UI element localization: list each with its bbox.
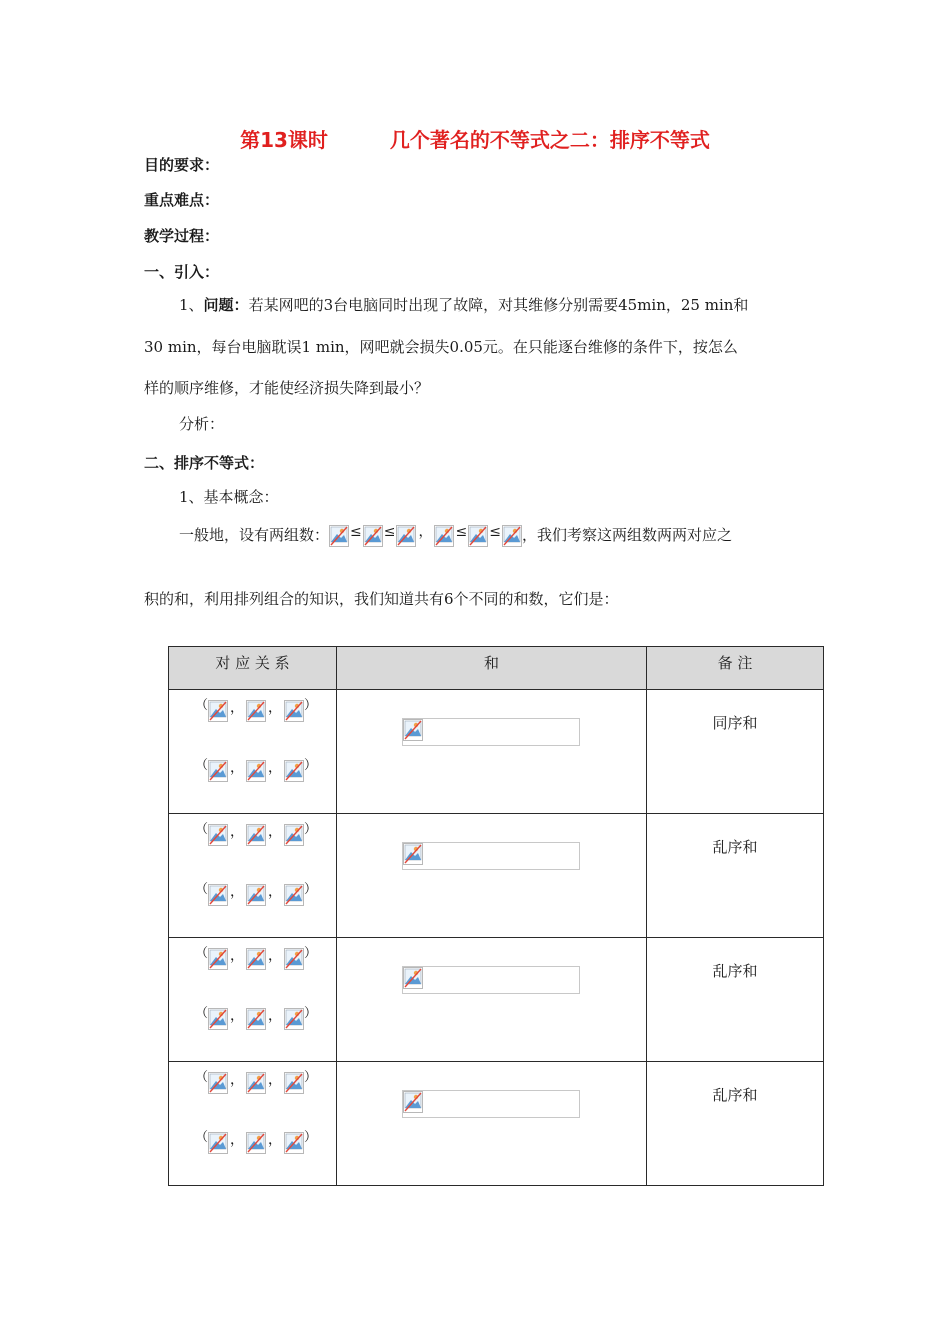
sequence-separator: ， xyxy=(418,524,433,540)
tuple-comma: ， xyxy=(268,760,283,776)
sum-image-box xyxy=(402,718,580,746)
less-equal-sign: ≤ xyxy=(350,524,362,540)
sum-cell xyxy=(337,1062,647,1186)
pair-tuple xyxy=(195,700,317,722)
broken-image-icon xyxy=(246,884,266,906)
broken-image-icon xyxy=(208,1132,228,1154)
problem-line-3: 样的顺序维修，才能使经济损失降到最小？ xyxy=(144,379,430,397)
broken-image-icon xyxy=(284,824,304,846)
pair-tuple xyxy=(195,1008,317,1030)
broken-image-icon xyxy=(208,1072,228,1094)
broken-image-icon xyxy=(284,1008,304,1030)
tuple-comma: ， xyxy=(230,700,245,716)
paren-open: （ xyxy=(195,822,209,837)
less-equal-sign: ≤ xyxy=(383,524,396,540)
paren-close: ） xyxy=(304,1070,318,1085)
note-text: 同序和 xyxy=(712,714,758,732)
paren-open: （ xyxy=(195,1006,209,1021)
paren-close: ） xyxy=(304,1006,318,1021)
page-title xyxy=(0,124,950,153)
intro-heading: 一、引入： xyxy=(144,263,220,281)
paren-close: ） xyxy=(304,822,318,837)
broken-image-icon xyxy=(246,760,266,782)
broken-image-icon xyxy=(284,948,304,970)
broken-image-icon xyxy=(208,700,228,722)
paren-open: （ xyxy=(195,758,209,773)
broken-image-icon xyxy=(246,1132,266,1154)
paren-close: ） xyxy=(304,946,318,961)
header-correspondence: 对 应 关 系 xyxy=(169,647,337,690)
broken-image-icon xyxy=(284,700,304,722)
header-sum: 和 xyxy=(337,647,647,690)
broken-image-icon xyxy=(208,948,228,970)
pair-tuple xyxy=(195,948,317,970)
header-notes: 备 注 xyxy=(647,647,824,690)
broken-image-icon xyxy=(284,760,304,782)
pair-tuple xyxy=(195,824,317,846)
paren-open: （ xyxy=(195,698,209,713)
concept-line-1-end: ，我们考察这两组数两两对应之 xyxy=(521,526,732,544)
sum-cell xyxy=(337,814,647,938)
sum-image-box xyxy=(402,966,580,994)
sum-image-box xyxy=(402,1090,580,1118)
lesson-number: 第13课时 xyxy=(240,128,328,152)
sum-image-box xyxy=(402,842,580,870)
broken-image-icon xyxy=(246,948,266,970)
sum-cell xyxy=(337,938,647,1062)
broken-image-icon xyxy=(246,700,266,722)
table-row xyxy=(169,690,824,814)
correspondence-table xyxy=(168,646,824,1186)
tuple-comma: ， xyxy=(268,1072,283,1088)
tuple-comma: ， xyxy=(230,1072,245,1088)
concept-line-1 xyxy=(179,524,732,547)
correspondence-cell xyxy=(169,690,337,814)
tuple-comma: ， xyxy=(230,884,245,900)
broken-image-icon xyxy=(363,525,383,547)
broken-image-icon xyxy=(246,1072,266,1094)
note-cell xyxy=(647,1062,824,1186)
broken-image-icon xyxy=(502,525,522,547)
broken-image-icon xyxy=(329,525,349,547)
tuple-comma: ， xyxy=(230,1008,245,1024)
tuple-comma: ， xyxy=(230,948,245,964)
paren-open: （ xyxy=(195,1070,209,1085)
tuple-comma: ， xyxy=(230,760,245,776)
paren-close: ） xyxy=(304,698,318,713)
note-text: 乱序和 xyxy=(712,962,758,980)
broken-image-icon xyxy=(208,884,228,906)
objectives-heading: 目的要求： xyxy=(144,156,220,174)
correspondence-cell xyxy=(169,938,337,1062)
broken-image-icon xyxy=(208,824,228,846)
problem-line-2: 30 min，每台电脑耽误1 min，网吧就会损失0.05元。在只能逐台维修的条件下，按怎么 xyxy=(144,338,738,356)
tuple-comma: ， xyxy=(268,1132,283,1148)
note-cell xyxy=(647,690,824,814)
problem-line-1 xyxy=(179,294,748,316)
broken-image-icon xyxy=(284,1132,304,1154)
paren-close: ） xyxy=(304,882,318,897)
problem-text-1: 若某网吧的3台电脑同时出现了故障，对其维修分别需要45min，25 min和 xyxy=(248,296,749,314)
tuple-comma: ， xyxy=(268,884,283,900)
tuple-comma: ， xyxy=(230,1132,245,1148)
paren-close: ） xyxy=(304,1130,318,1145)
correspondence-cell xyxy=(169,814,337,938)
table-row xyxy=(169,938,824,1062)
broken-image-icon xyxy=(403,1091,423,1113)
broken-image-icon xyxy=(208,1008,228,1030)
paren-open: （ xyxy=(195,946,209,961)
tuple-comma: ， xyxy=(268,700,283,716)
paren-open: （ xyxy=(195,1130,209,1145)
broken-image-icon xyxy=(403,719,423,741)
pair-tuple xyxy=(195,884,317,906)
problem-number: 1、 xyxy=(179,296,204,314)
correspondence-cell xyxy=(169,1062,337,1186)
note-text: 乱序和 xyxy=(712,1086,758,1104)
concept-line-1-start: 一般地，设有两组数： xyxy=(179,526,330,544)
less-equal-sign: ≤ xyxy=(489,524,501,540)
problem-label: 问题： xyxy=(203,296,249,314)
pair-tuple xyxy=(195,1072,317,1094)
sum-cell xyxy=(337,690,647,814)
broken-image-icon xyxy=(403,843,423,865)
ineq-heading: 二、排序不等式： xyxy=(144,454,265,472)
table-row xyxy=(169,1062,824,1186)
process-heading: 教学过程： xyxy=(144,227,220,245)
broken-image-icon xyxy=(434,525,454,547)
pair-tuple xyxy=(195,760,317,782)
note-text: 乱序和 xyxy=(712,838,758,856)
concept-heading: 1、基本概念： xyxy=(179,488,279,506)
broken-image-icon xyxy=(403,967,423,989)
broken-image-icon xyxy=(284,884,304,906)
broken-image-icon xyxy=(284,1072,304,1094)
broken-image-icon xyxy=(246,1008,266,1030)
broken-image-icon xyxy=(246,824,266,846)
table-header-row xyxy=(169,647,824,690)
less-equal-sign: ≤ xyxy=(455,524,468,540)
note-cell xyxy=(647,938,824,1062)
concept-line-2: 积的和，利用排列组合的知识，我们知道共有6个不同的和数，它们是： xyxy=(144,590,619,608)
tuple-comma: ， xyxy=(230,824,245,840)
broken-image-icon xyxy=(468,525,488,547)
tuple-comma: ， xyxy=(268,824,283,840)
analysis-label: 分析： xyxy=(179,415,225,433)
lesson-topic: 几个著名的不等式之二：排序不等式 xyxy=(389,128,710,152)
note-cell xyxy=(647,814,824,938)
broken-image-icon xyxy=(396,525,416,547)
broken-image-icon xyxy=(208,760,228,782)
paren-close: ） xyxy=(304,758,318,773)
key-points-heading: 重点难点： xyxy=(144,191,220,209)
paren-open: （ xyxy=(195,882,209,897)
table-row xyxy=(169,814,824,938)
tuple-comma: ， xyxy=(268,1008,283,1024)
tuple-comma: ， xyxy=(268,948,283,964)
pair-tuple xyxy=(195,1132,317,1154)
